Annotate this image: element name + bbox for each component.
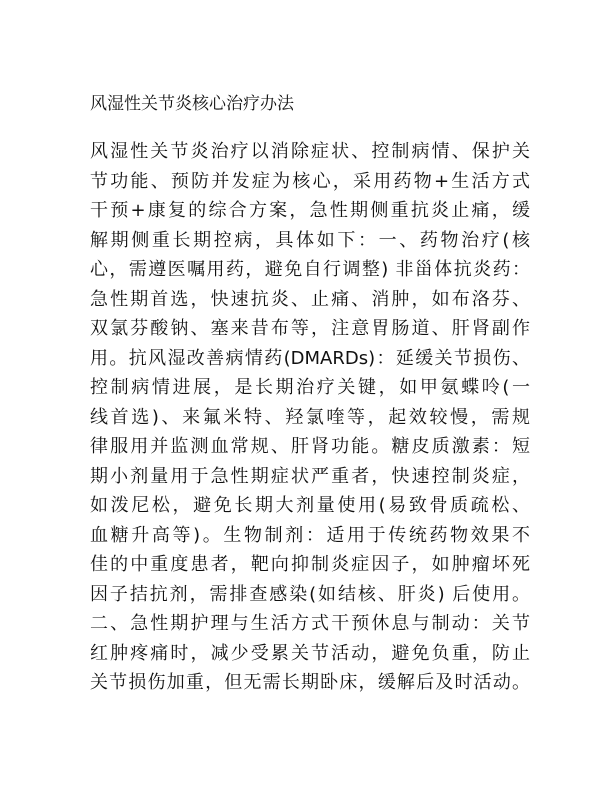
- body-line: 节功能、预防并发症为核心，采用药物+生活方式: [90, 170, 530, 192]
- body-line: 血糖升高等)。生物制剂：适用于传统药物效果不: [90, 524, 530, 546]
- body-line: 干预+康复的综合方案，急性期侧重抗炎止痛，缓: [90, 200, 530, 221]
- body-line: 因子拮抗剂，需排查感染(如结核、肝炎) 后使用。: [90, 583, 530, 605]
- body-line: 风湿性关节炎治疗以消除症状、控制病情、保护关: [90, 141, 530, 162]
- body-line: 如泼尼松，避免长期大剂量使用(易致骨质疏松、: [90, 495, 530, 516]
- body-line: 线首选)、来氟米特、羟氯喹等，起效较慢，需规: [90, 406, 530, 428]
- body-line: 急性期首选，快速抗炎、止痛、消肿，如布洛芬、: [90, 288, 530, 310]
- body-line: 关节损伤加重，但无需长期卧床，缓解后及时活动。: [90, 672, 530, 693]
- body-line: 二、急性期护理与生活方式干预休息与制动：关节: [90, 613, 530, 634]
- body-line: 双氯芬酸钠、塞来昔布等，注意胃肠道、肝肾副作: [90, 318, 530, 339]
- body-line: 用。抗风湿改善病情药(DMARDs)：延缓关节损伤、: [90, 347, 530, 369]
- body-line: 律服用并监测血常规、肝肾功能。糖皮质激素：短: [90, 436, 530, 457]
- document-title: 风湿性关节炎核心治疗办法: [90, 94, 294, 114]
- body-line: 佳的中重度患者，靶向抑制炎症因子，如肿瘤坏死: [90, 554, 530, 575]
- body-line: 控制病情进展，是长期治疗关键，如甲氨蝶呤(一: [90, 377, 530, 398]
- document-body: [90, 137, 530, 698]
- body-line: 期小剂量用于急性期症状严重者，快速控制炎症，: [90, 465, 530, 487]
- body-line: 红肿疼痛时，减少受累关节活动，避免负重，防止: [90, 642, 530, 664]
- body-line: 解期侧重长期控病，具体如下：一、药物治疗(核: [90, 229, 530, 251]
- body-line: 心，需遵医嘱用药，避免自行调整) 非甾体抗炎药：: [90, 259, 530, 280]
